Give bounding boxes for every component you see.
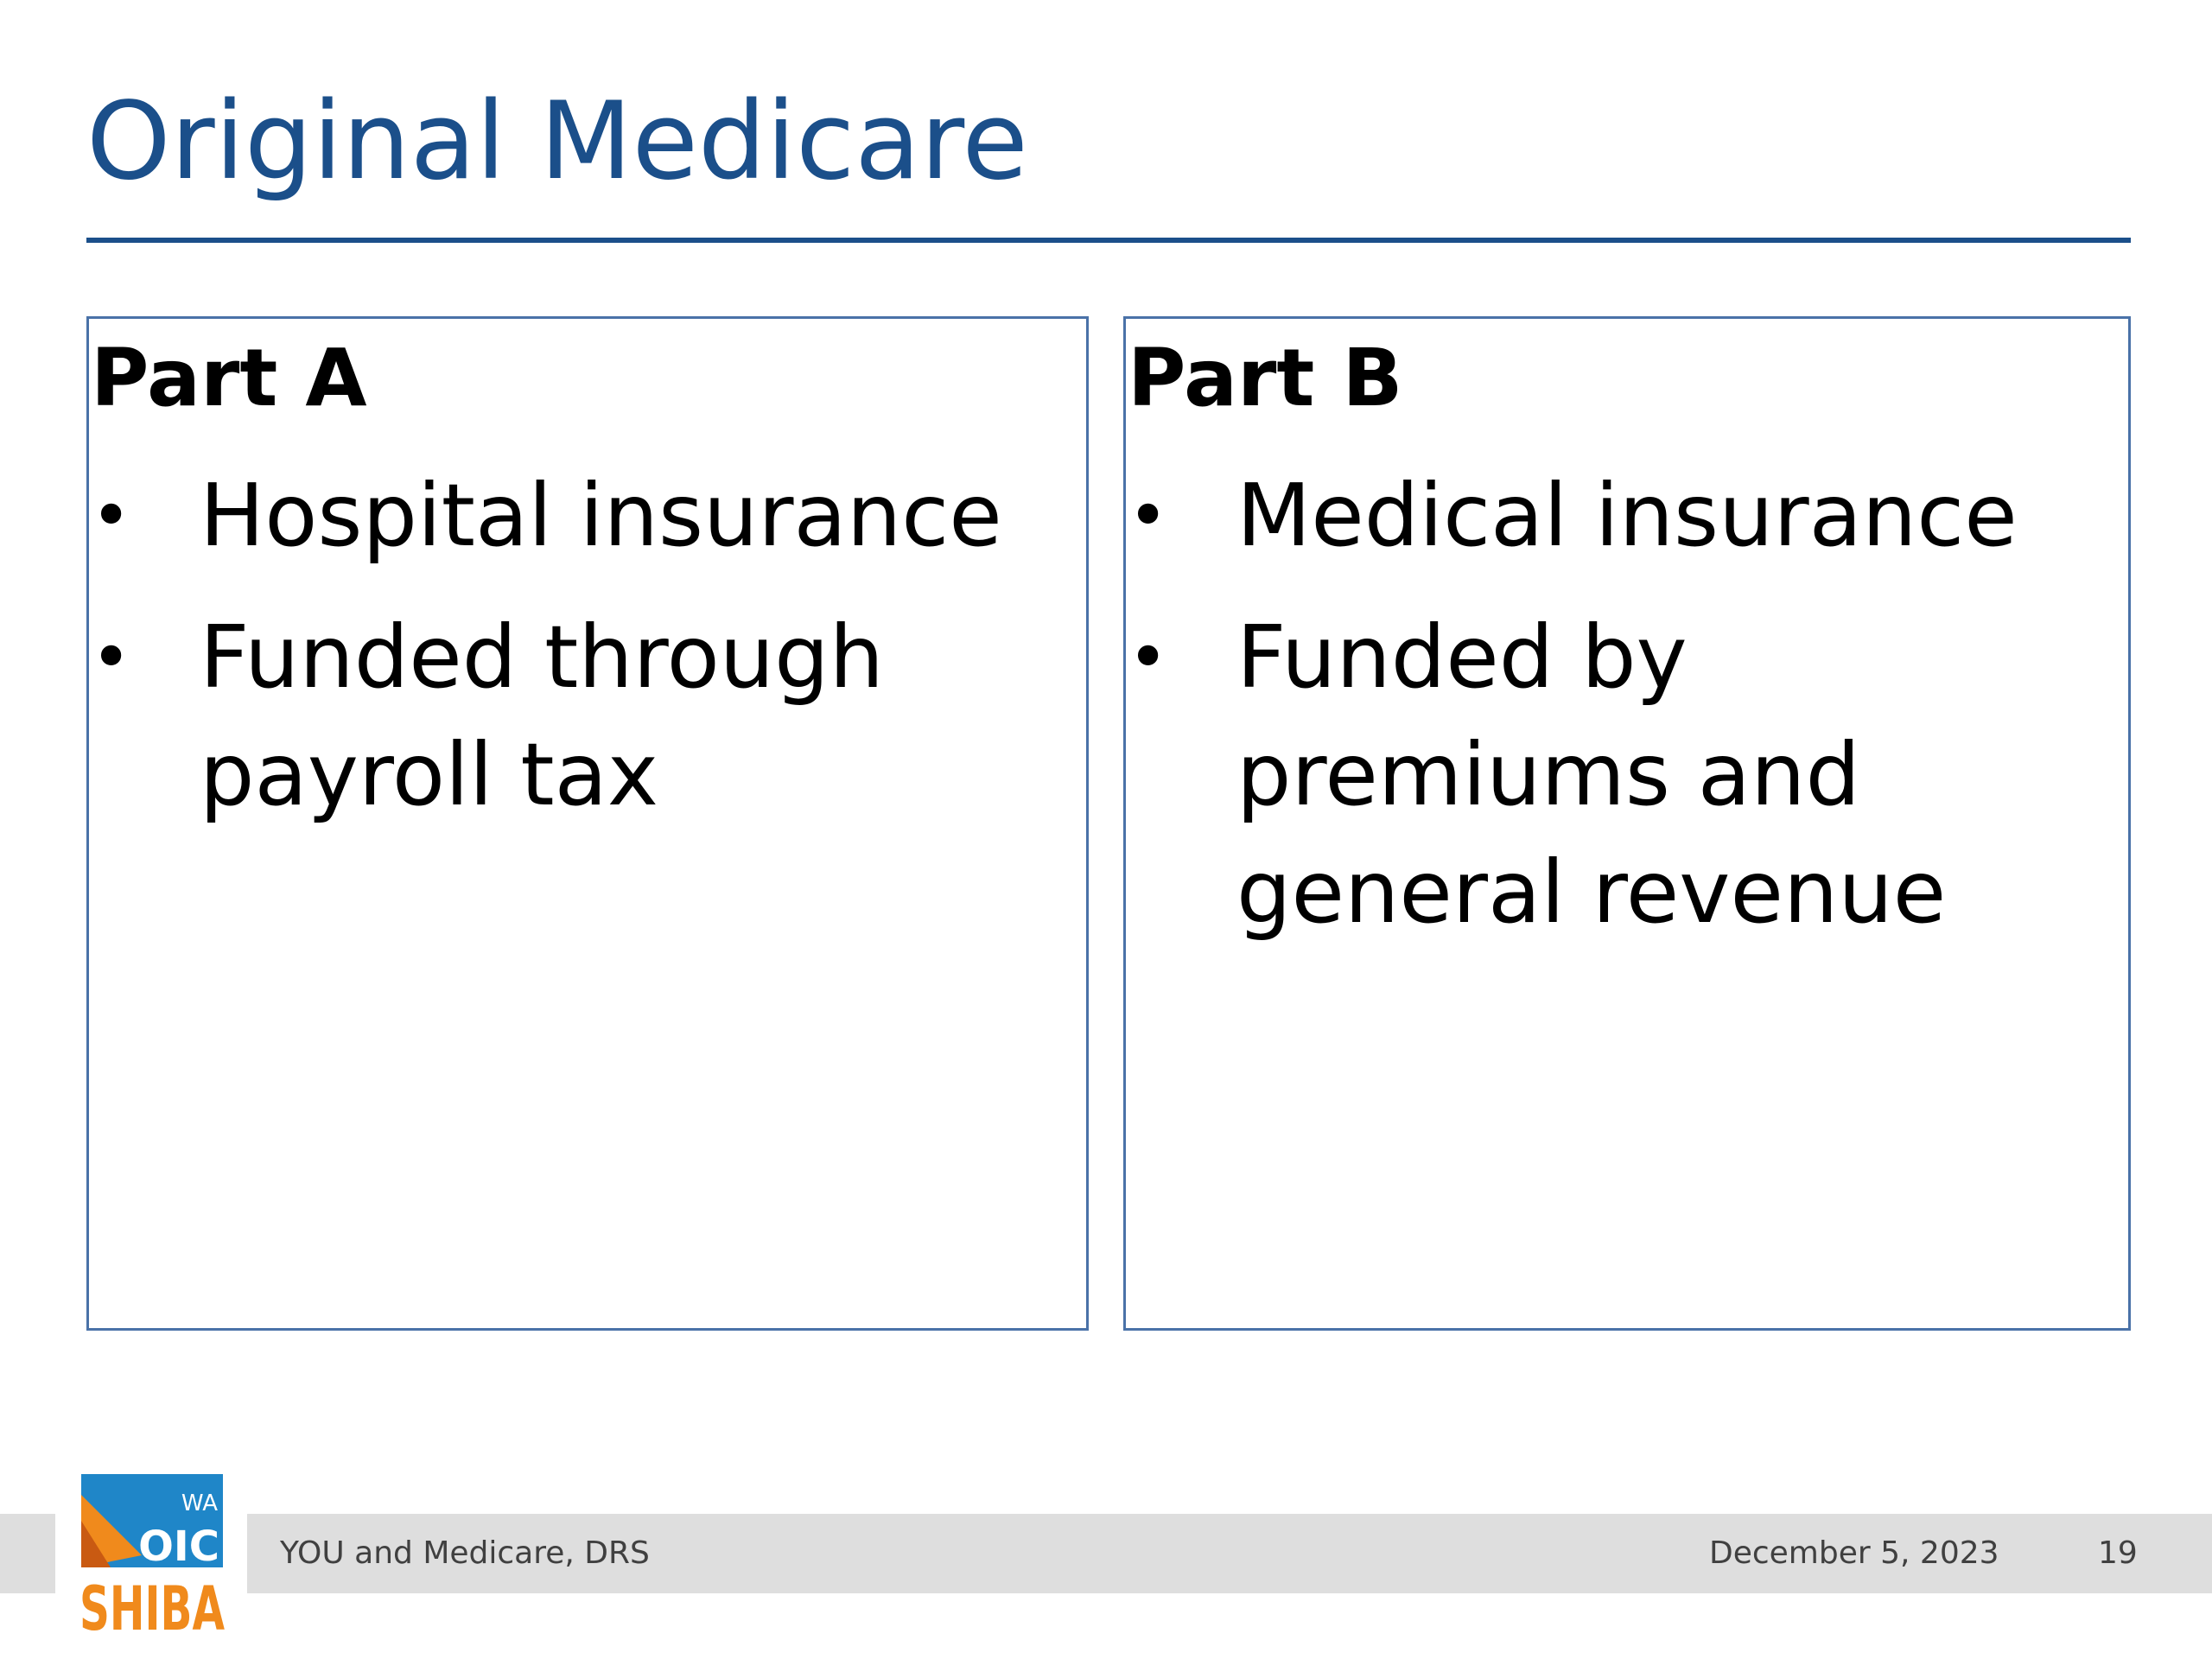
bullet-icon: • xyxy=(91,617,132,697)
logo-shiba-text: SHIBA xyxy=(79,1573,226,1644)
bullet-text: Hospital insurance xyxy=(200,465,1002,566)
list-item xyxy=(89,599,1077,834)
bullet-icon: • xyxy=(1128,617,1169,697)
part-a-heading: Part A xyxy=(91,332,367,424)
shiba-logo-icon xyxy=(55,1469,247,1642)
bullet-icon: • xyxy=(1128,475,1169,556)
part-a-box xyxy=(86,316,1089,1331)
footer-presentation-title: YOU and Medicare, DRS xyxy=(280,1535,650,1571)
bullet-text: Medical insurance xyxy=(1236,465,2018,566)
slide-title: Original Medicare xyxy=(86,79,1028,204)
list-item xyxy=(1126,599,2120,951)
bullet-text: Funded through payroll tax xyxy=(200,607,884,825)
bullet-text: Funded by premiums and general revenue xyxy=(1236,607,1947,943)
part-a-bullet-list xyxy=(89,457,1077,858)
footer-date: December 5, 2023 xyxy=(1709,1535,1999,1571)
list-item xyxy=(89,457,1077,575)
title-divider xyxy=(86,238,2131,243)
logo-wa-text: WA xyxy=(181,1491,218,1516)
bullet-icon: • xyxy=(91,475,132,556)
part-b-box xyxy=(1123,316,2131,1331)
shiba-logo xyxy=(55,1469,247,1642)
list-item xyxy=(1126,457,2120,575)
logo-oic-text: OIC xyxy=(138,1522,219,1571)
page-number: 19 xyxy=(2098,1535,2138,1571)
part-b-bullet-list xyxy=(1126,457,2120,976)
part-b-heading: Part B xyxy=(1128,332,1403,424)
